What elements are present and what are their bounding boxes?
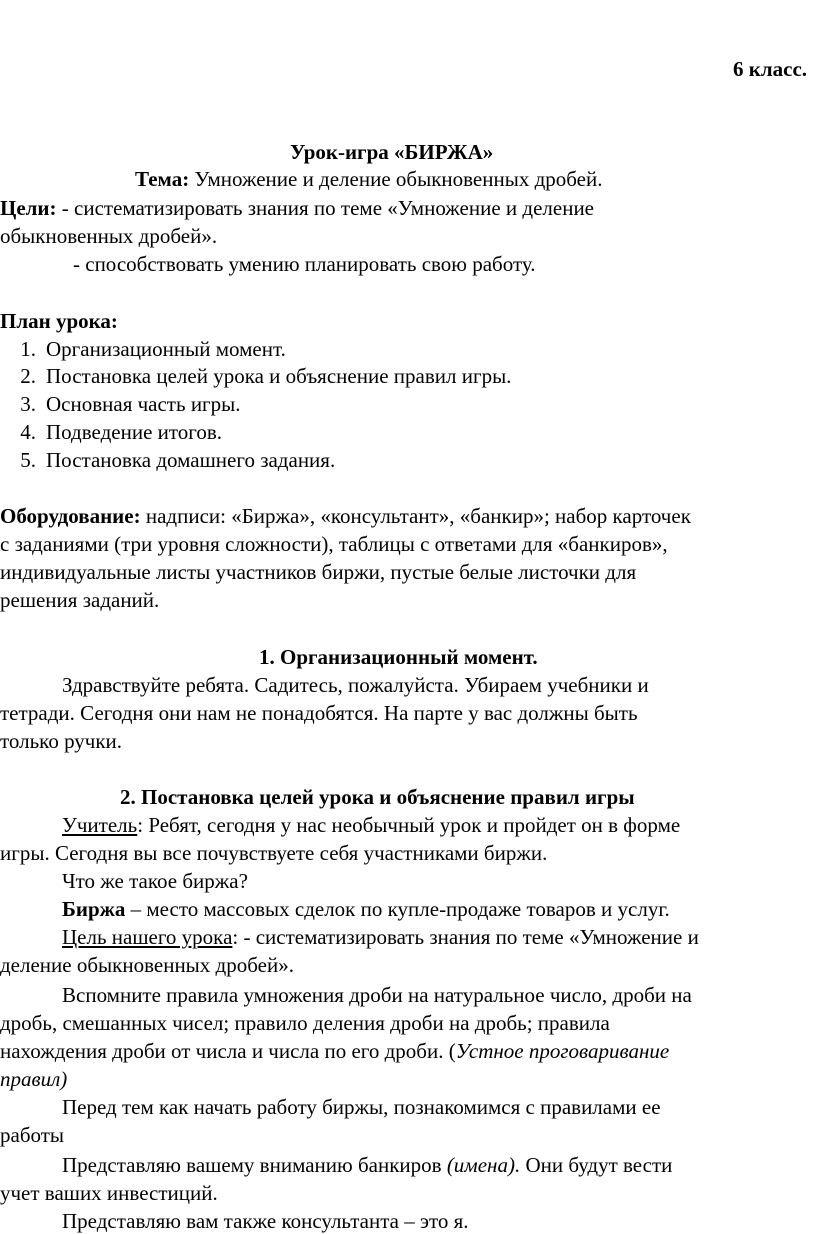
bankers-line-1: [62, 1155, 672, 1176]
before-line-1: Перед тем как начать работу биржы, познакомимся с правилами ее: [62, 1095, 661, 1119]
plan-item-number: 2.: [20, 364, 36, 388]
rules-line-4: правил): [0, 1067, 68, 1091]
plan-item-text: Постановка целей урока и объяснение правил игры.: [46, 364, 512, 388]
plan-item-number: 1.: [20, 337, 36, 361]
plan-item-text: Основная часть игры.: [46, 392, 241, 416]
teacher-line-2: игры. Сегодня вы все почувствуете себя участниками биржи.: [0, 841, 548, 865]
topic-line: [135, 169, 603, 190]
plan-item-5: [10, 450, 335, 471]
equipment-line-2: с заданиями (три уровня сложности), таблицы с ответами для «банкиров»,: [0, 532, 668, 556]
goals-line-1: [0, 198, 594, 219]
lesson-goal-line-1: [62, 927, 699, 948]
section-2-heading: 2. Постановка целей урока и объяснение правил игры: [120, 785, 635, 809]
rules-italic-note: Устное проговаривание: [455, 1039, 670, 1063]
rules-text-3: нахождения дроби от числа и числа по его дроби. (: [0, 1039, 456, 1063]
plan-item-4: [10, 422, 222, 443]
birzha-text: – место массовых сделок по купле-продаже товаров и услуг.: [125, 897, 670, 921]
goals-line-2: обыкновенных дробей».: [0, 224, 218, 248]
plan-heading: План урока:: [0, 309, 118, 333]
plan-item-number: 3.: [20, 392, 36, 416]
plan-item-text: Организационный момент.: [46, 337, 286, 361]
plan-item-2: [10, 366, 511, 387]
bankers-text-end: Они будут вести: [520, 1153, 673, 1177]
lesson-goal-label: Цель нашего урока: [62, 925, 233, 949]
equipment-label: Оборудование:: [0, 504, 141, 528]
birzha-label: Биржа: [62, 897, 126, 921]
rules-line-3: [0, 1041, 669, 1062]
grade-label: 6 класс.: [733, 57, 808, 81]
plan-item-text: Подведение итогов.: [46, 420, 223, 444]
goals-text-1: - систематизировать знания по теме «Умножение и деление: [56, 196, 594, 220]
rules-line-2: дробь, смешанных чисел; правило деления дроби на дробь; правила: [0, 1011, 610, 1035]
plan-item-text: Постановка домашнего задания.: [46, 448, 336, 472]
equipment-line-3: индивидуальные листы участников биржи, пустые белые листочки для: [0, 560, 637, 584]
section-1-heading: 1. Организационный момент.: [259, 645, 538, 669]
teacher-label: Учитель: [62, 813, 138, 837]
plan-item-number: 5.: [20, 448, 36, 472]
teacher-text: : Ребят, сегодня у нас необычный урок и пройдет он в форме: [137, 813, 681, 837]
equipment-text-1: надписи: «Биржа», «консультант», «банкир»; набор карточек: [140, 504, 691, 528]
lesson-goal-text: : - систематизировать знания по теме «Умножение и: [232, 925, 699, 949]
birzha-definition: [62, 899, 670, 920]
equipment-line-1: [0, 506, 691, 527]
bankers-line-2: учет ваших инвестиций.: [0, 1181, 218, 1205]
lesson-title: Урок-игра «БИРЖА»: [290, 140, 494, 164]
goals-line-3: - способствовать умению планировать свою работу.: [73, 252, 536, 276]
bankers-text: Представляю вашему вниманию банкиров: [62, 1153, 447, 1177]
goals-label: Цели:: [0, 196, 57, 220]
consultant-line: Представляю вам также консультанта – это я.: [62, 1209, 469, 1233]
plan-item-number: 4.: [20, 420, 36, 444]
plan-item-3: [10, 394, 241, 415]
lesson-goal-line-2: деление обыкновенных дробей».: [0, 953, 294, 977]
section-1-line-3: только ручки.: [0, 729, 123, 753]
plan-item-1: [10, 339, 286, 360]
equipment-line-4: решения заданий.: [0, 588, 160, 612]
section-1-line-1: Здравствуйте ребята. Садитесь, пожалуйста. Убираем учебники и: [62, 673, 649, 697]
topic-text: Умножение и деление обыкновенных дробей.: [189, 167, 603, 191]
topic-label: Тема:: [135, 167, 190, 191]
bankers-names: (имена).: [446, 1153, 521, 1177]
section-1-line-2: тетради. Сегодня они нам не понадобятся. На парте у вас должны быть: [0, 701, 638, 725]
before-line-2: работы: [0, 1123, 65, 1147]
teacher-line-1: [62, 815, 680, 836]
question-line: Что же такое биржа?: [62, 869, 248, 893]
rules-line-1: Вспомните правила умножения дроби на натуральное число, дроби на: [62, 983, 692, 1007]
